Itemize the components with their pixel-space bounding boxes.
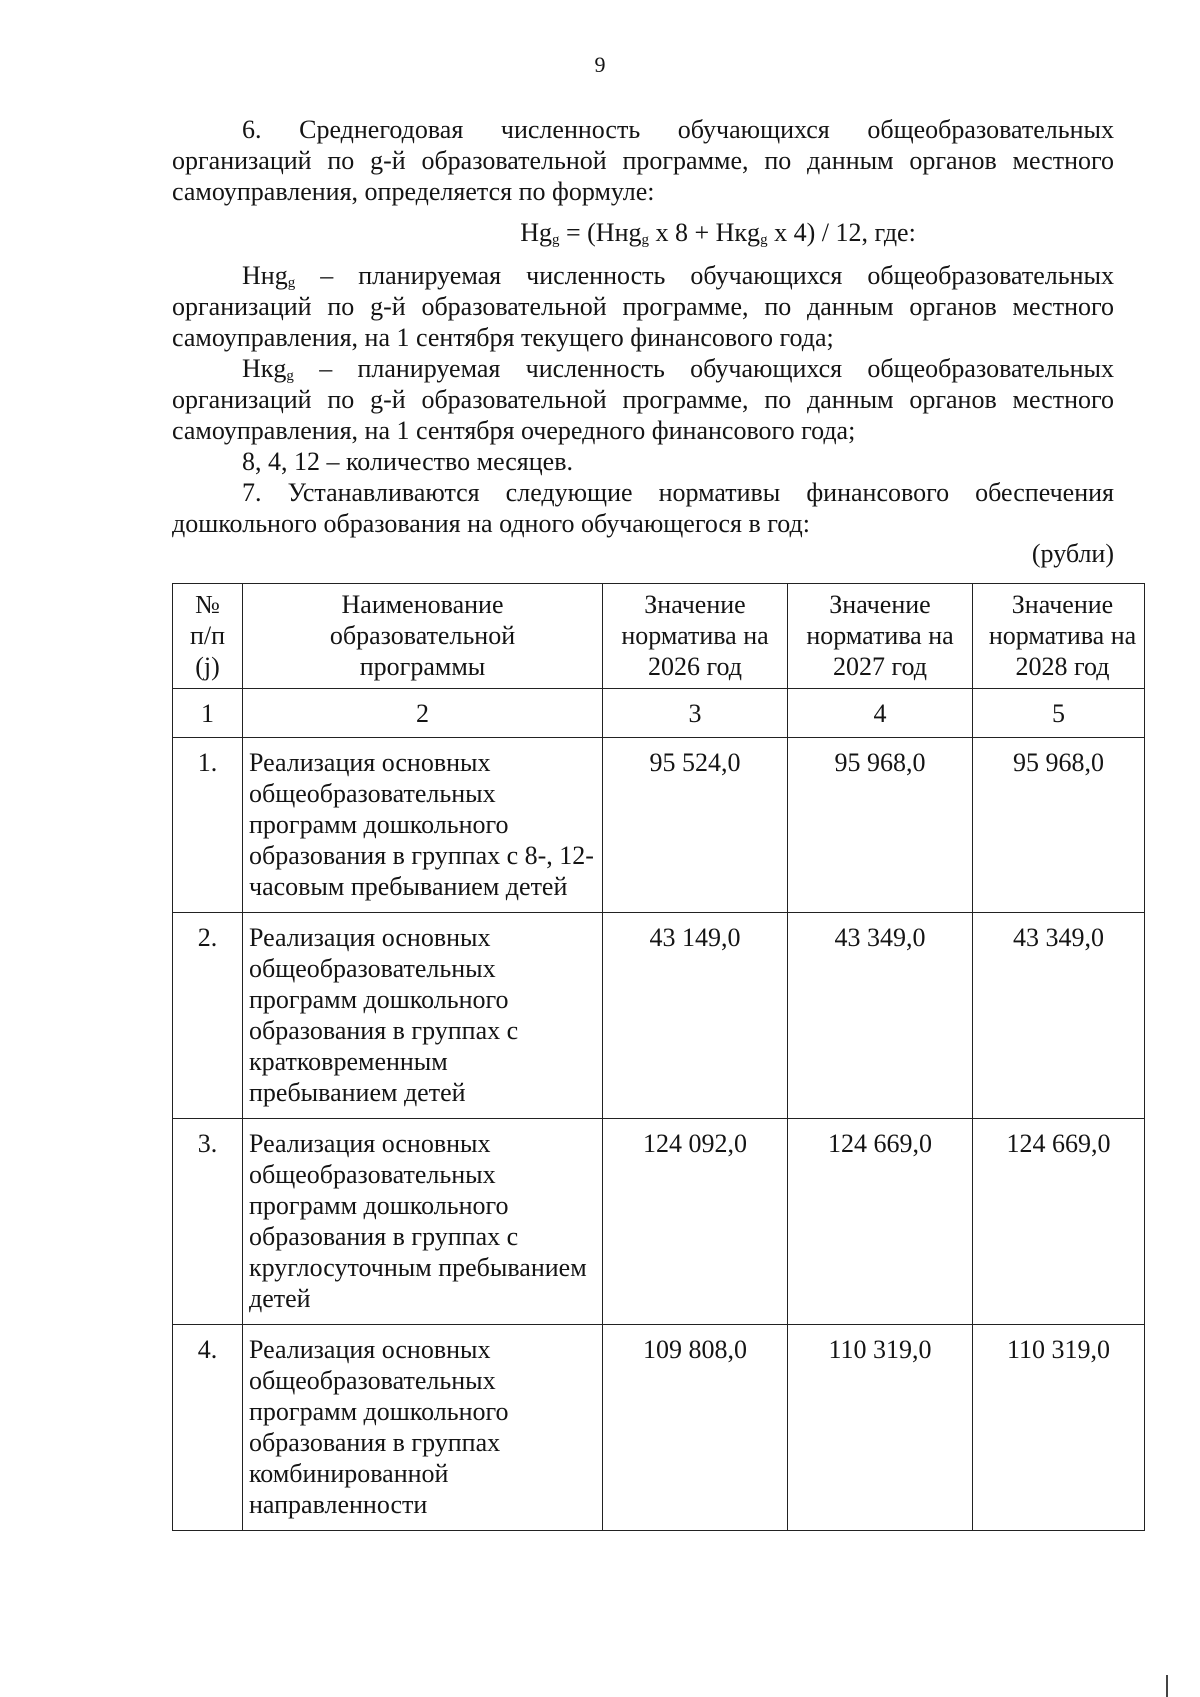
row-index: 1. [173, 738, 243, 913]
formula-part-3: х 4) / 12, где: [767, 218, 916, 247]
row-value-2026: 109 808,0 [603, 1325, 788, 1531]
definition-months: 8, 4, 12 – количество месяцев. [242, 447, 573, 476]
nkg-symbol: Нкg [242, 354, 287, 383]
nng-text: – планируемая численность обучающихся общеобразовательных организаций по g-й образовательной программе, по данным органов местного самоуправления, на 1 сентября текущего финансового года; [172, 261, 1114, 352]
header-index-line-2: п/п [189, 621, 226, 650]
column-number: 4 [788, 689, 973, 738]
row-program-name: Реализация основных общеобразовательных программ дошкольного образования в группах с круглосуточным пребыванием детей [243, 1119, 603, 1325]
header-2028: Значение норматива на 2028 год [973, 584, 1145, 689]
row-program-name: Реализация основных общеобразовательных программ дошкольного образования в группах с кратковременным пребыванием детей [243, 913, 603, 1119]
header-index-line-1: № [195, 590, 220, 619]
column-number: 1 [173, 689, 243, 738]
row-value-2027: 43 349,0 [788, 913, 973, 1119]
formula-part-2: х 8 + Нкg [648, 218, 761, 247]
column-number: 2 [243, 689, 603, 738]
paragraph-7-intro: 7. Устанавливаются следующие нормативы финансового обеспечения дошкольного образования на одного обучающегося в год: [172, 478, 1114, 538]
formula-sub-3: g [760, 232, 768, 248]
formula [172, 217, 1114, 248]
formula-part-1: = (Ннg [559, 218, 642, 247]
definition-nkg [172, 353, 1114, 446]
header-2027: Значение норматива на 2027 год [788, 584, 973, 689]
nkg-sub: g [286, 368, 294, 384]
row-index: 4. [173, 1325, 243, 1531]
row-value-2026: 95 524,0 [603, 738, 788, 913]
row-index: 3. [173, 1119, 243, 1325]
table-row [173, 913, 1145, 1119]
header-2026: Значение норматива на 2026 год [603, 584, 788, 689]
header-program-name: Наименование образовательной программы [243, 584, 603, 689]
document-body [172, 114, 1114, 569]
row-value-2027: 110 319,0 [788, 1325, 973, 1531]
paragraph-6-intro: 6. Среднегодовая численность обучающихся общеобразовательных организаций по g-й образовательной программе, по данным органов местного самоуправления, определяется по формуле: [172, 115, 1114, 206]
norms-table [172, 583, 1145, 1531]
column-number: 3 [603, 689, 788, 738]
row-value-2027: 95 968,0 [788, 738, 973, 913]
nkg-text: – планируемая численность обучающихся общеобразовательных организаций по g-й образовательной программе, по данным органов местного самоуправления, на 1 сентября очередного финансового года; [172, 354, 1114, 445]
column-number: 5 [973, 689, 1145, 738]
row-value-2028: 43 349,0 [973, 913, 1145, 1119]
row-value-2026: 43 149,0 [603, 913, 788, 1119]
row-value-2028: 124 669,0 [973, 1119, 1145, 1325]
formula-sub-1: g [551, 232, 560, 248]
row-program-name: Реализация основных общеобразовательных программ дошкольного образования в группах с 8-, 12-часовым пребыванием детей [243, 738, 603, 913]
row-value-2028: 110 319,0 [973, 1325, 1145, 1531]
row-program-name: Реализация основных общеобразовательных программ дошкольного образования в группах комбинированной направленности [243, 1325, 603, 1531]
header-index-line-3: (j) [195, 652, 220, 681]
formula-sub-2: g [641, 232, 649, 248]
scan-mark [1166, 1675, 1168, 1697]
nng-sub: g [287, 275, 296, 291]
row-value-2027: 124 669,0 [788, 1119, 973, 1325]
table-row [173, 1119, 1145, 1325]
row-value-2028: 95 968,0 [973, 738, 1145, 913]
column-number-row [173, 689, 1145, 738]
row-value-2026: 124 092,0 [603, 1119, 788, 1325]
header-index [173, 584, 243, 689]
table-header-row [173, 584, 1145, 689]
units-label: (рубли) [1031, 539, 1114, 568]
table-row [173, 1325, 1145, 1531]
nng-symbol: Ннg [242, 261, 288, 290]
table-row [173, 738, 1145, 913]
definition-nng [172, 260, 1114, 353]
row-index: 2. [173, 913, 243, 1119]
formula-lhs: Нg [520, 218, 552, 247]
page-number: 9 [594, 52, 606, 77]
